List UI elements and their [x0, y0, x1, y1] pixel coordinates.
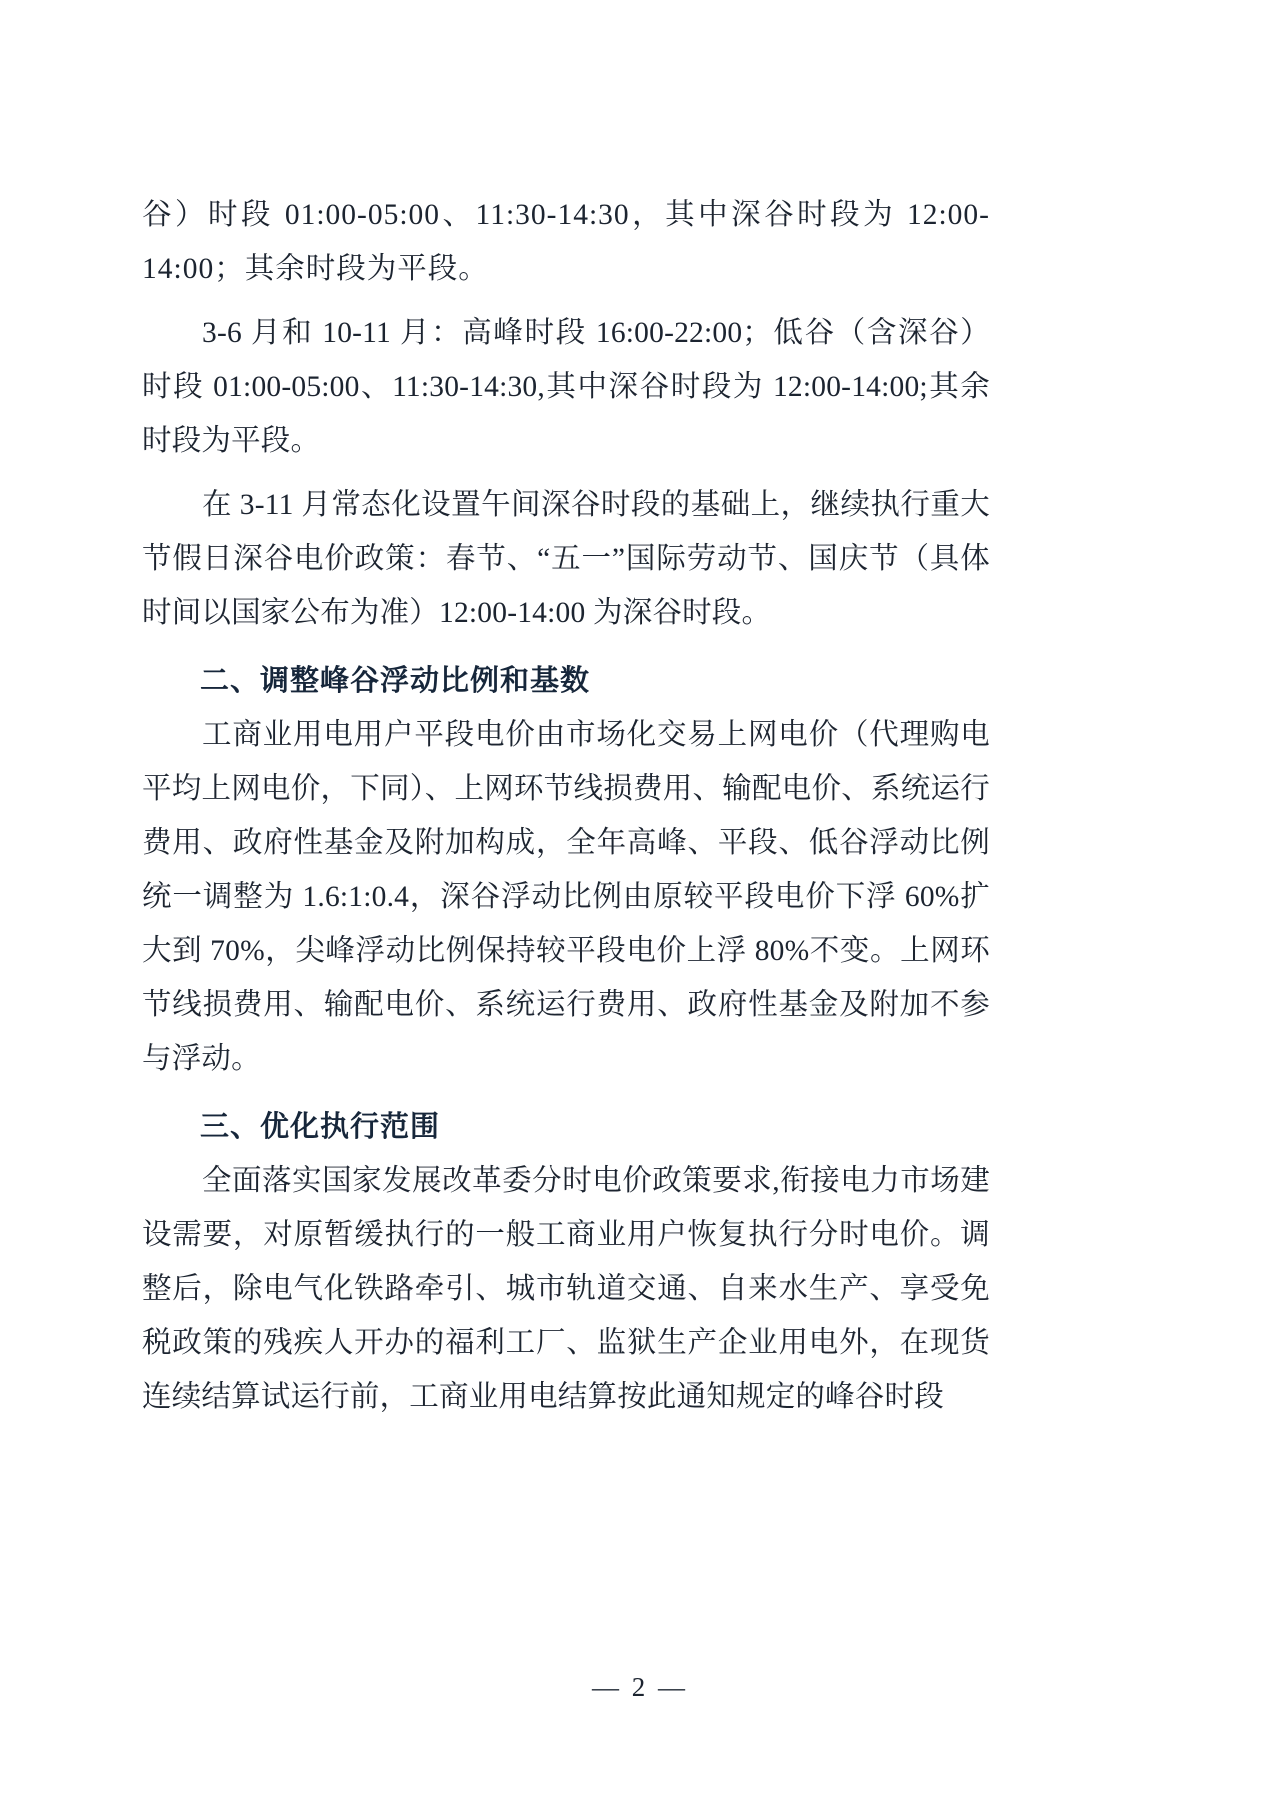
document-body [142, 188, 990, 1424]
section-heading-two: 二、调整峰谷浮动比例和基数 [200, 665, 591, 697]
paragraph-continued: 谷）时段 01:00-05:00、11:30-14:30，其中深谷时段为 12:00-14:00；其余时段为平段。 [142, 199, 990, 285]
section-two-body: 工商业用电用户平段电价由市场化交易上网电价（代理购电平均上网电价，下同）、上网环节线损费用、输配电价、系统运行费用、政府性基金及附加构成，全年高峰、平段、低谷浮动比例统一调整为 1.6:1:0.4，深谷浮动比例由原较平段电价下浮 60%扩大到 70%，尖峰浮动比例保持较平段电价上浮 80%不变。上网环节线损费用、输配电价、系统运行费用、政府性基金及附加不参与浮动。 [142, 719, 990, 1075]
paragraph-months-3-6-10-11: 3-6 月和 10-11 月：高峰时段 16:00-22:00；低谷（含深谷）时段 01:00-05:00、11:30-14:30,其中深谷时段为 12:00-14:00;其余时段为平段。 [142, 317, 990, 457]
spacer [142, 468, 990, 478]
paragraph-holiday-policy: 在 3-11 月常态化设置午间深谷时段的基础上，继续执行重大节假日深谷电价政策：春节、“五一”国际劳动节、国庆节（具体时间以国家公布为准）12:00-14:00 为深谷时段。 [142, 489, 990, 629]
section-heading-three: 三、优化执行范围 [200, 1111, 441, 1143]
spacer [142, 640, 990, 654]
section-three-body: 全面落实国家发展改革委分时电价政策要求,衔接电力市场建设需要，对原暂缓执行的一般工商业用户恢复执行分时电价。调整后，除电气化铁路牵引、城市轨道交通、自来水生产、享受免税政策的残疾人开办的福利工厂、监狱生产企业用电外，在现货连续结算试运行前，工商业用电结算按此通知规定的峰谷时段 [142, 1165, 990, 1413]
spacer [142, 296, 990, 306]
spacer [142, 1086, 990, 1100]
page-number-footer: — 2 — [592, 1672, 688, 1702]
